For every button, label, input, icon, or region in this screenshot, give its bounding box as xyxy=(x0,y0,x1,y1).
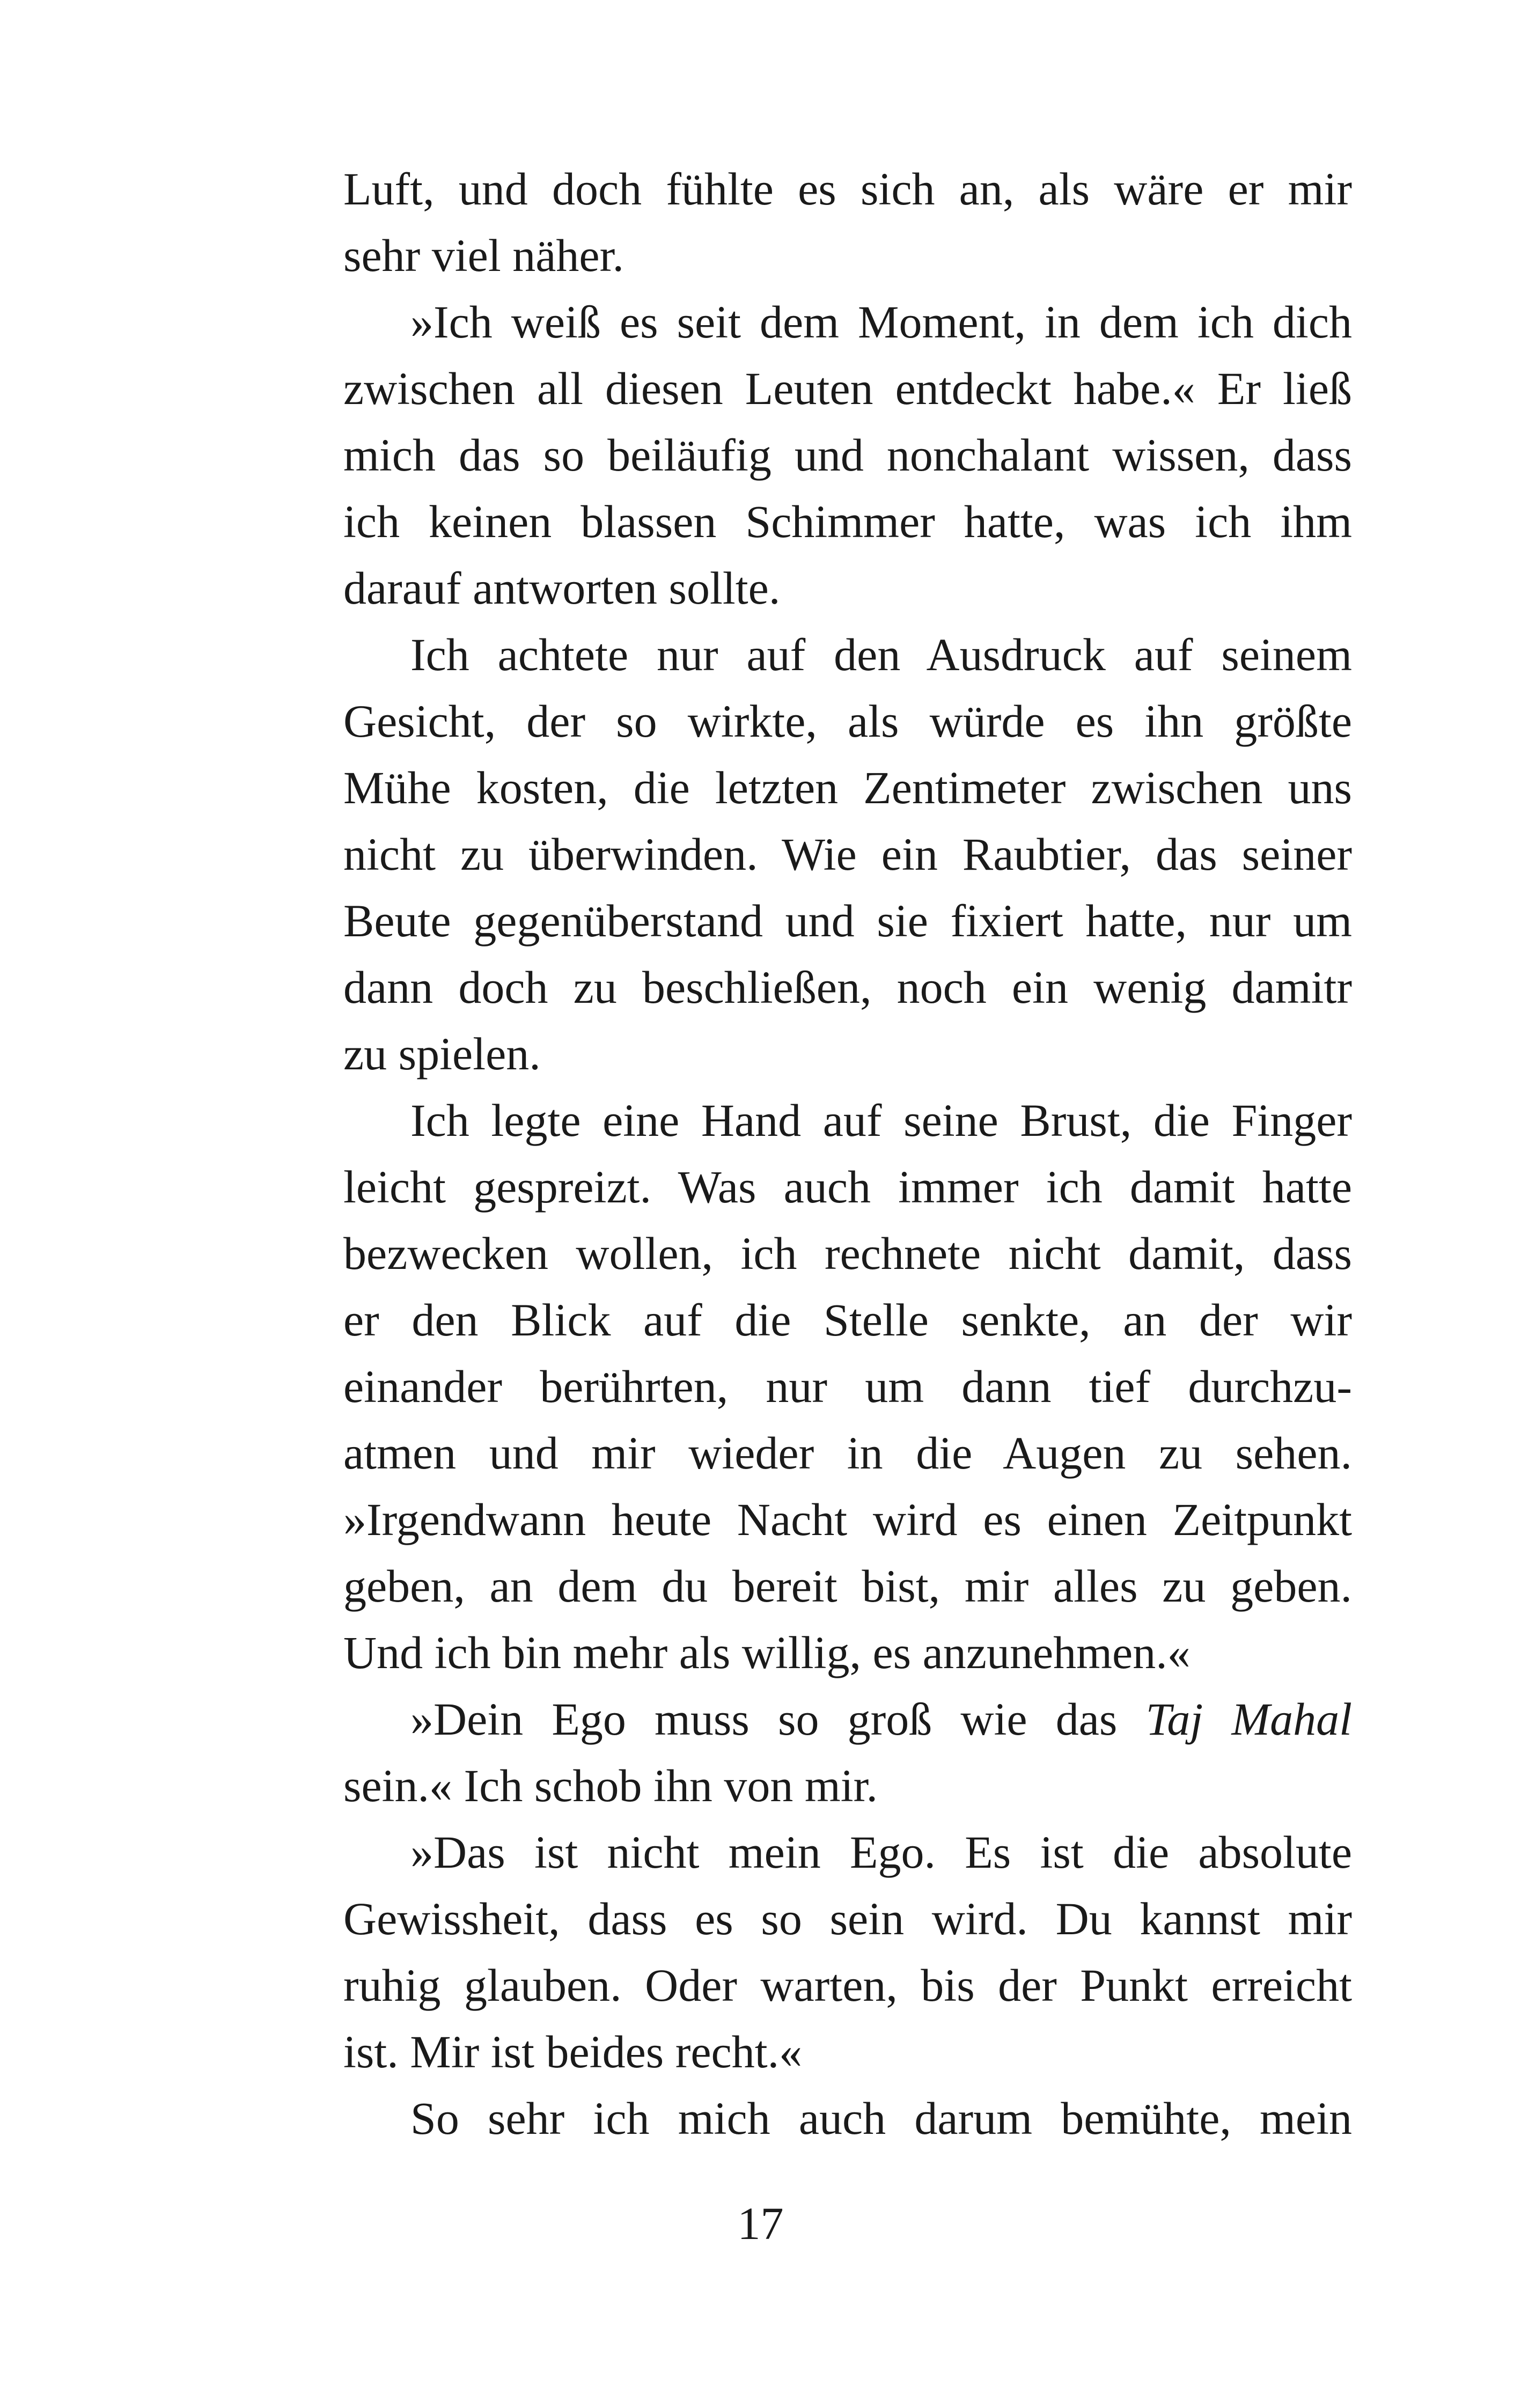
text-line: mich das so beiläufig und nonchalant wissen, dass xyxy=(343,429,1352,481)
text-line: zu spielen. xyxy=(343,1028,541,1080)
page-number: 17 xyxy=(737,2198,784,2249)
text-line xyxy=(343,1686,1352,1752)
text-line: dann doch zu beschließen, noch ein wenig damitr xyxy=(343,961,1352,1013)
text-line: sein.« Ich schob ihn von mir. xyxy=(343,1760,878,1811)
text-line: bezwecken wollen, ich rechnete nicht damit, dass xyxy=(343,1228,1352,1279)
text-line: ist. Mir ist beides recht.« xyxy=(343,2026,803,2077)
text-line: darauf antworten sollte. xyxy=(343,562,781,614)
text-line: Und ich bin mehr als willig, es anzunehmen.« xyxy=(343,1627,1191,1678)
text-line: Beute gegenüberstand und sie fixiert hatte, nur um xyxy=(343,895,1352,946)
body-text xyxy=(343,156,1352,2152)
text-line: »Ich weiß es seit dem Moment, in dem ich dich xyxy=(410,296,1352,348)
text-line: Gesicht, der so wirkte, als würde es ihn größte xyxy=(343,695,1352,747)
text-line: geben, an dem du bereit bist, mir alles zu geben. xyxy=(343,1560,1352,1612)
text-line: ruhig glauben. Oder warten, bis der Punkt erreicht xyxy=(343,1959,1352,2011)
text-line: »Das ist nicht mein Ego. Es ist die absolute xyxy=(410,1826,1352,1878)
text-line: nicht zu überwinden. Wie ein Raubtier, das seiner xyxy=(343,828,1352,880)
text-segment: »Dein Ego muss so groß wie das xyxy=(410,1693,1146,1745)
text-line: ich keinen blassen Schimmer hatte, was ich ihm xyxy=(343,496,1352,547)
text-line: Ich legte eine Hand auf seine Brust, die Finger xyxy=(410,1095,1352,1146)
text-line: atmen und mir wieder in die Augen zu sehen. xyxy=(343,1427,1352,1479)
text-line: zwischen all diesen Leuten entdeckt habe.« Er ließ xyxy=(343,363,1352,414)
text-line: einander berührten, nur um dann tief durchzu- xyxy=(343,1361,1352,1412)
text-line: er den Blick auf die Stelle senkte, an der wir xyxy=(343,1294,1352,1346)
italic-title: Taj Mahal xyxy=(1145,1693,1352,1745)
text-line: »Irgendwann heute Nacht wird es einen Zeitpunkt xyxy=(343,1494,1352,1545)
text-line: Luft, und doch fühlte es sich an, als wäre er mir xyxy=(343,163,1352,215)
text-line: So sehr ich mich auch darum bemühte, mein xyxy=(410,2093,1352,2144)
text-line: sehr viel näher. xyxy=(343,230,624,281)
text-line: Gewissheit, dass es so sein wird. Du kannst mir xyxy=(343,1893,1352,1944)
text-line: Ich achtete nur auf den Ausdruck auf seinem xyxy=(410,629,1352,680)
text-line: Mühe kosten, die letzten Zentimeter zwischen uns xyxy=(343,762,1352,813)
text-line: leicht gespreizt. Was auch immer ich damit hatte xyxy=(343,1161,1352,1213)
